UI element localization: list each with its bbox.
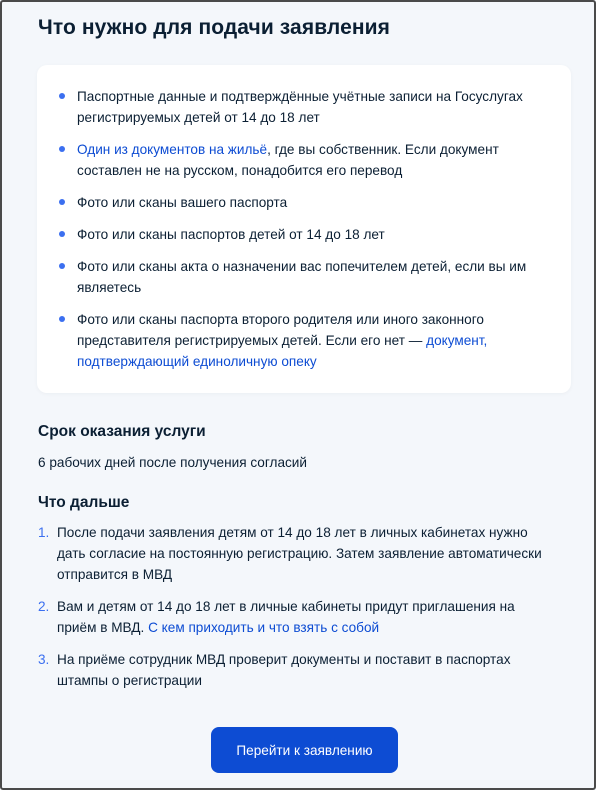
housing-documents-link[interactable]: Один из документов на жильё (77, 142, 268, 157)
list-item (77, 139, 537, 181)
step-number: 1. (38, 525, 50, 540)
list-item (77, 309, 537, 372)
page-title: Что нужно для подачи заявления (38, 16, 391, 39)
bullet-dot-icon (59, 231, 65, 237)
requirements-card (37, 65, 571, 393)
step-item (38, 596, 557, 638)
term-text: 6 рабочих дней после получения согласий (38, 455, 307, 470)
list-item-text: Паспортные данные и подтверждённые учётные записи на Госуслугах регистрируемых детей от 14 до 18 лет (77, 89, 523, 125)
step-number: 2. (38, 599, 50, 614)
list-item-text: Фото или сканы паспортов детей от 14 до 18 лет (77, 227, 385, 242)
list-item (77, 86, 537, 128)
list-item-text: Фото или сканы акта о назначении вас попечителем детей, если вы им являетесь (77, 259, 527, 295)
bullet-dot-icon (59, 316, 65, 322)
who-to-bring-link[interactable]: С кем приходить и что взять с собой (148, 620, 380, 635)
bullet-dot-icon (59, 93, 65, 99)
step-text: После подачи заявления детям от 14 до 18 лет в личных кабинетах нужно дать согласие на постоянную регистрацию. Затем заявление автоматически отправится в МВД (57, 525, 542, 582)
next-steps-heading: Что дальше (38, 494, 130, 511)
bullet-dot-icon (59, 146, 65, 152)
step-item (38, 649, 557, 691)
list-item-text: Фото или сканы паспорта второго родителя или иного законного представителя регистрируемых детей. Если его нет — (77, 312, 484, 348)
list-item (77, 224, 537, 245)
bullet-dot-icon (59, 199, 65, 205)
list-item (77, 256, 537, 298)
bullet-dot-icon (59, 263, 65, 269)
list-item (77, 192, 537, 213)
step-number: 3. (38, 652, 50, 667)
list-item-text: Фото или сканы вашего паспорта (77, 195, 288, 210)
step-item (38, 522, 557, 585)
step-text: Вам и детям от 14 до 18 лет в личные кабинеты придут приглашения на приём в МВД. (57, 599, 515, 635)
step-text: На приёме сотрудник МВД проверит документы и поставит в паспортах штампы о регистрации (57, 652, 511, 688)
go-to-application-button[interactable]: Перейти к заявлению (211, 727, 398, 773)
term-heading: Срок оказания услуги (38, 423, 206, 440)
sole-custody-document-link[interactable]: документ, подтверждающий единоличную опеку (77, 333, 488, 369)
list-item-text: , где вы собственник. Если документ составлен не на русском, понадобится его перевод (77, 142, 499, 178)
